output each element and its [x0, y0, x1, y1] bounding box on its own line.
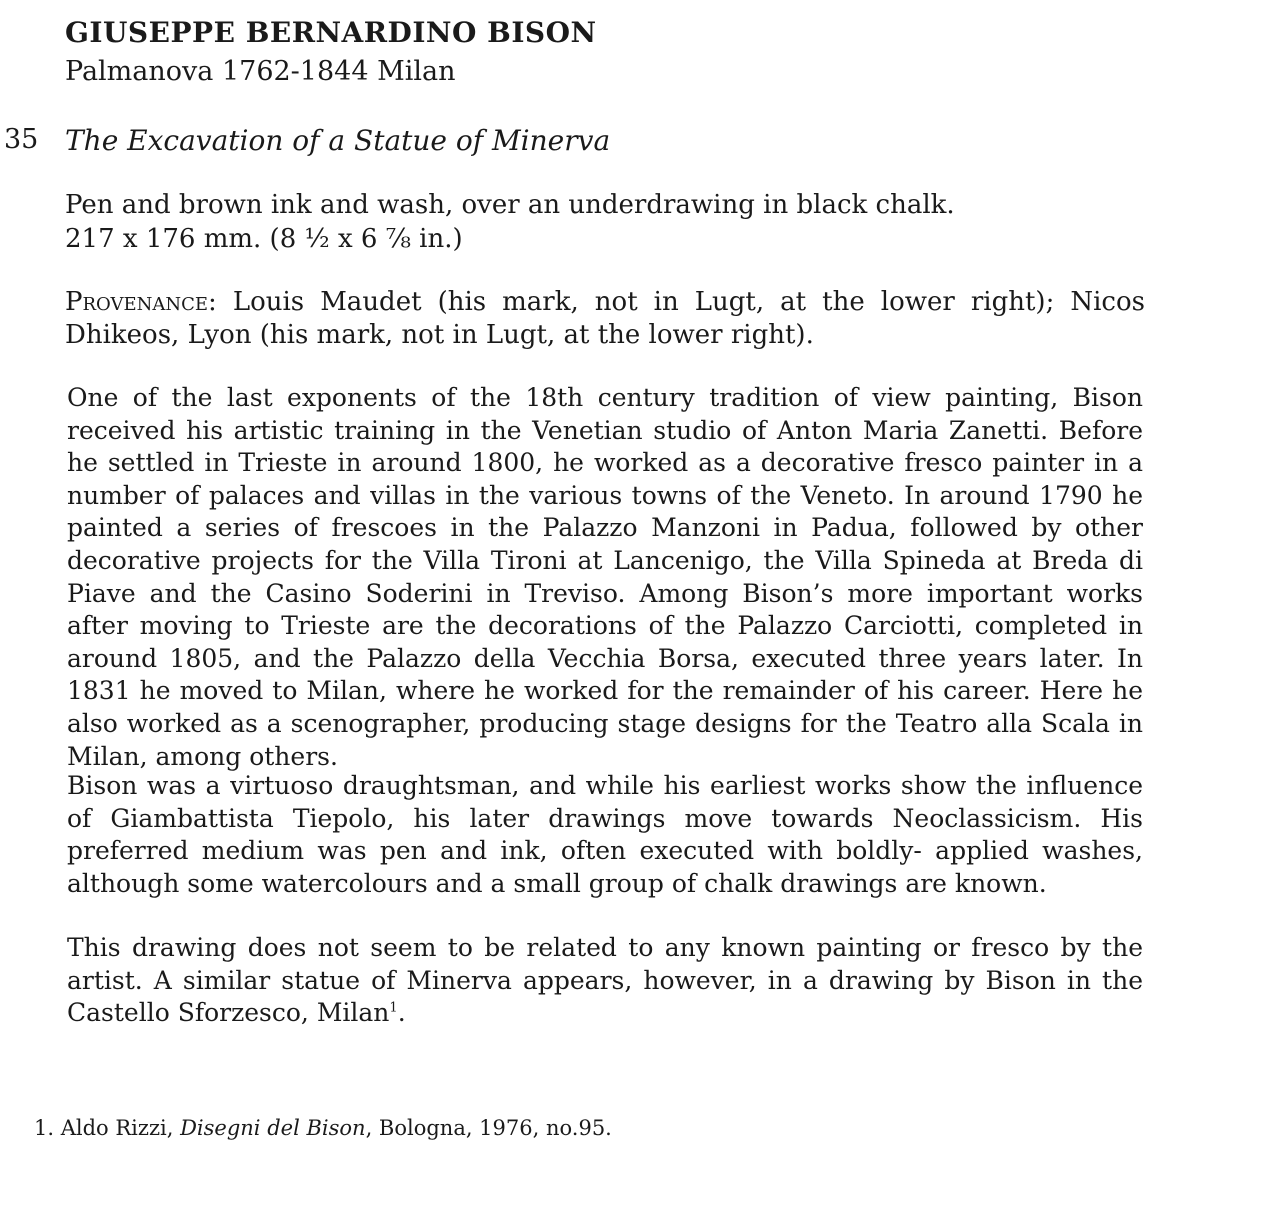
artist-dates: Palmanova 1762-1844 Milan: [65, 56, 456, 87]
footnote: [34, 1116, 612, 1140]
artwork-dimensions: 217 x 176 mm. (8 ½ x 6 ⅞ in.): [65, 224, 463, 254]
artwork-title: The Excavation of a Statue of Minerva: [65, 124, 611, 157]
footnote-book-title: Disegni del Bison: [180, 1116, 366, 1140]
body-paragraph: Bison was a virtuoso draughtsman, and while his earliest works show the influence of Giambattista Tiepolo, his later drawings move towards Neoclassicism. His preferred medium was pen and ink, often executed with boldly- applied washes, although some watercolours and a small group of chalk drawings are known.: [67, 771, 1143, 898]
footnote-marker: 1: [389, 1000, 398, 1016]
footnote-prefix: 1. Aldo Rizzi,: [34, 1116, 181, 1140]
provenance-text: Louis Maudet (his mark, not in Lugt, at the lower right); Nicos Dhikeos, Lyon (his mark, not in Lugt, at the lower right).: [65, 287, 1145, 350]
artist-name: GIUSEPPE BERNARDINO BISON: [65, 16, 597, 49]
catalogue-number: 35: [4, 124, 39, 155]
paragraph-text: This drawing does not seem to be related to any known painting or fresco by the artist. A similar statue of Minerva appears, however, in a drawing by Bison in the Castello Sforzesco, Milan: [67, 933, 1143, 1028]
provenance: [65, 286, 1145, 352]
paragraph-end: .: [397, 998, 406, 1028]
footnote-suffix: , Bologna, 1976, no.95.: [365, 1116, 612, 1140]
body-paragraph: [67, 932, 1143, 1030]
artwork-medium: Pen and brown ink and wash, over an underdrawing in black chalk.: [65, 190, 955, 220]
provenance-heading: Provenance:: [65, 287, 217, 317]
body-paragraph: One of the last exponents of the 18th century tradition of view painting, Bison received his artistic training in the Venetian studio of Anton Maria Zanetti. Before he settled in Trieste in around 1800, he worked as a decorative fresco painter in a number of palaces and villas in the various towns of the Veneto. In around 1790 he painted a series of frescoes in the Palazzo Manzoni in Padua, followed by other decorative projects for the Villa Tironi at Lancenigo, the Villa Spineda at Breda di Piave and the Casino Soderini in Treviso. Among Bison’s more important works after moving to Trieste are the decorations of the Palazzo Carciotti, completed in around 1805, and the Palazzo della Vecchia Borsa, executed three years later. In 1831 he moved to Milan, where he worked for the remainder of his career. Here he also worked as a scenographer, producing stage designs for the Teatro alla Scala in Milan, among others.: [67, 383, 1143, 771]
